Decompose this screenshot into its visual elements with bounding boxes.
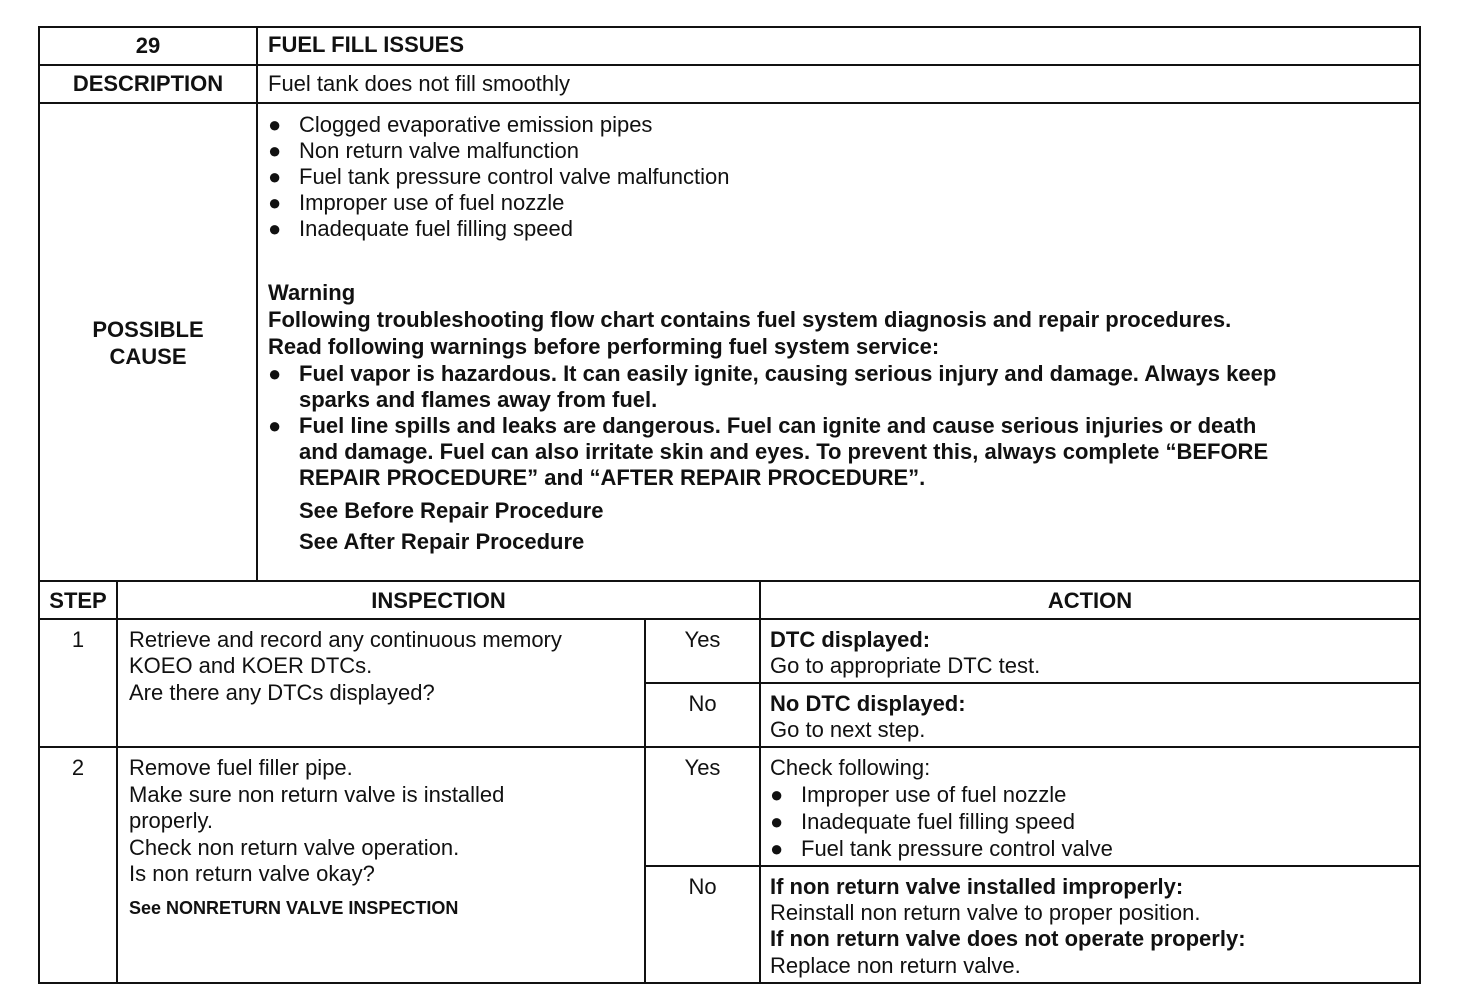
procedure-title: FUEL FILL ISSUES: [268, 32, 464, 57]
warning-title: Warning: [268, 280, 356, 305]
bullet-icon: ●: [268, 138, 282, 163]
step-inspection-line: KOEO and KOER DTCs.: [129, 653, 373, 678]
step-inspection-line: Are there any DTCs displayed?: [129, 680, 435, 705]
col-header-action: ACTION: [1047, 588, 1133, 613]
action-title: DTC displayed:: [770, 627, 931, 652]
col-rule-left-top: [256, 26, 258, 582]
bullet-icon: ●: [770, 836, 784, 861]
step-number: 1: [71, 627, 85, 652]
col-rule-action: [759, 580, 761, 984]
action-text: Go to next step.: [770, 717, 926, 742]
before-repair-link[interactable]: See Before Repair Procedure: [299, 498, 604, 523]
bullet-icon: ●: [268, 112, 282, 137]
bullet-icon: ●: [268, 361, 282, 386]
step-inspection-line: Remove fuel filler pipe.: [129, 755, 353, 780]
col-rule-yesno: [644, 618, 646, 984]
warning-line1: Following troubleshooting flow chart contains fuel system diagnosis and repair procedures.: [268, 307, 1232, 332]
bullet-icon: ●: [268, 164, 282, 189]
action-title: No DTC displayed:: [770, 691, 966, 716]
bullet-icon: ●: [268, 190, 282, 215]
rule-step1: [38, 746, 1421, 748]
bullet-icon: ●: [268, 216, 282, 241]
step-number: 2: [71, 755, 85, 780]
rule-col-header: [38, 618, 1421, 620]
possible-cause-label: [40, 316, 256, 370]
action-title: Check following:: [770, 755, 931, 780]
rule-header: [38, 64, 1421, 66]
possible-cause-label-line2: CAUSE: [109, 344, 187, 369]
nonreturn-valve-inspection-link[interactable]: See NONRETURN VALVE INSPECTION: [129, 898, 459, 918]
step-inspection-line: Check non return valve operation.: [129, 835, 460, 860]
warning-bullet-cont: sparks and flames away from fuel.: [299, 387, 658, 412]
possible-cause-label-line1: POSSIBLE: [92, 317, 204, 342]
yes-label: Yes: [684, 627, 721, 652]
step-inspection-line: properly.: [129, 808, 213, 833]
procedure-number: 29: [135, 33, 161, 58]
col-header-step: STEP: [49, 588, 107, 613]
action-title: If non return valve does not operate properly:: [770, 926, 1246, 951]
no-label: No: [688, 691, 717, 716]
step-inspection-line: Is non return valve okay?: [129, 861, 375, 886]
step-inspection-line: Make sure non return valve is installed: [129, 782, 505, 807]
action-text: Go to appropriate DTC test.: [770, 653, 1041, 678]
bullet-icon: ●: [770, 809, 784, 834]
action-text: Reinstall non return valve to proper position.: [770, 900, 1201, 925]
yes-label: Yes: [684, 755, 721, 780]
warning-bullet-cont: and damage. Fuel can also irritate skin and eyes. To prevent this, always complete “BEFORE: [299, 439, 1269, 464]
after-repair-link[interactable]: See After Repair Procedure: [299, 529, 585, 554]
col-rule-step: [116, 580, 118, 984]
warning-bullet-cont: REPAIR PROCEDURE” and “AFTER REPAIR PROCEDURE”.: [299, 465, 926, 490]
col-header-inspection: INSPECTION: [371, 588, 506, 613]
action-text: Replace non return valve.: [770, 953, 1021, 978]
rule-description: [38, 102, 1421, 104]
no-label: No: [688, 874, 717, 899]
description-label: DESCRIPTION: [72, 71, 224, 96]
rule-cause: [38, 580, 1421, 582]
step-inspection-line: Retrieve and record any continuous memory: [129, 627, 562, 652]
description-text: Fuel tank does not fill smoothly: [268, 71, 571, 96]
bullet-icon: ●: [770, 782, 784, 807]
bullet-icon: ●: [268, 413, 282, 438]
warning-line2: Read following warnings before performing fuel system service:: [268, 334, 940, 359]
action-title: If non return valve installed improperly:: [770, 874, 1184, 899]
